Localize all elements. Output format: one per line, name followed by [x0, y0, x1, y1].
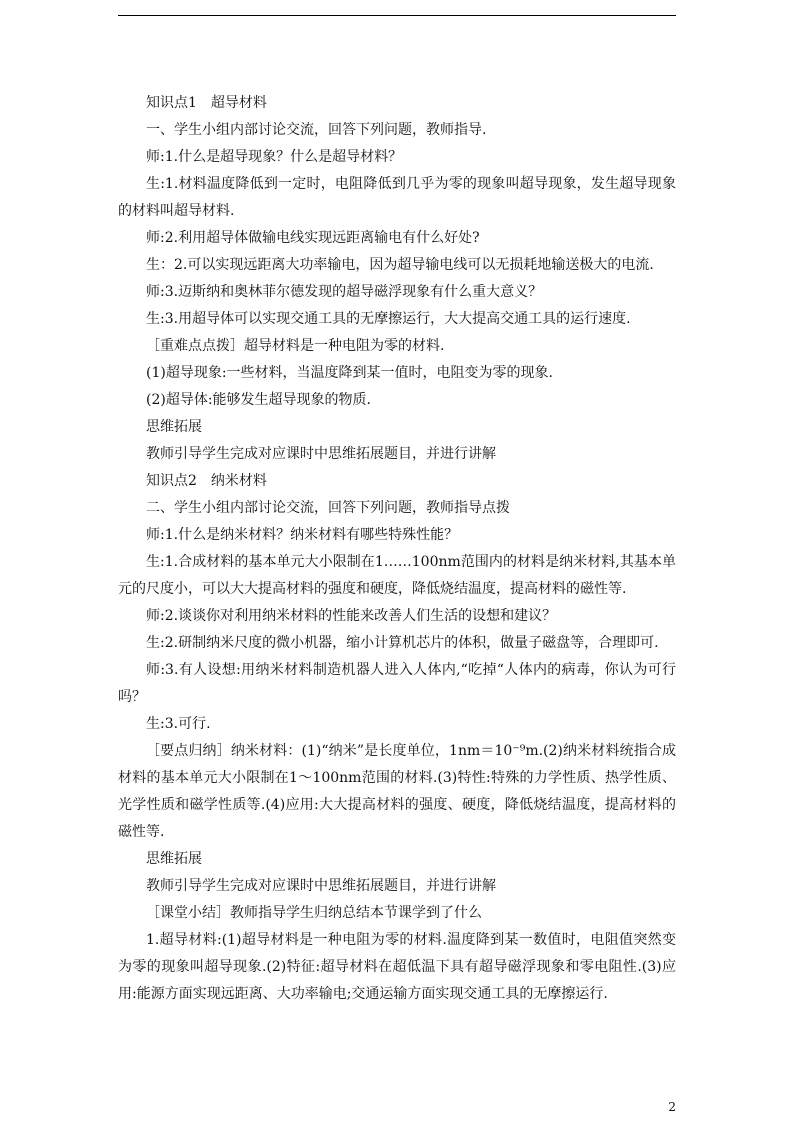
paragraph: 师:2.利用超导体做输电线实现远距离输电有什么好处? — [146, 230, 480, 246]
paragraph: 生:1.合成材料的基本单元大小限制在1……100nm范围内的材料是纳米材料,其基本单元的尺度小，可以大大提高材料的强度和硬度，降低烧结温度，提高材料的磁性等. — [118, 554, 676, 597]
section-heading: 思维拓展 — [146, 851, 202, 867]
paragraph: 生:1.材料温度降低到一定时，电阻降低到几乎为零的现象叫超导现象，发生超导现象的材料叫超导材料. — [118, 176, 676, 219]
paragraph: 师:2.谈谈你对利用纳米材料的性能来改善人们生活的设想和建议？ — [146, 608, 557, 624]
paragraph: (1)超导现象:一些材料，当温度降到某一值时，电阻变为零的现象. — [146, 365, 553, 381]
paragraph: 教师引导学生完成对应课时中思维拓展题目，并进行讲解 — [146, 446, 496, 462]
paragraph: 一、学生小组内部讨论交流，回答下列问题，教师指导. — [146, 122, 487, 138]
paragraph: ［要点归纳］纳米材料：(1)“纳米”是长度单位，1nm＝10⁻⁹m.(2)纳米材料统指合成材料的基本单元大小限制在1～100nm范围的材料.(3)特性:特殊的力学性质、热学性质、光学性质和磁学性质等.(4)应用:大大提高材料的强度、硬度，降低烧结温度，提高材料的磁性等. — [118, 743, 676, 840]
paragraph: 师:3.有人设想:用纳米材料制造机器人进入人体内,“吃掉“人体内的病毒，你认为可行吗？ — [118, 662, 676, 705]
paragraph: ［课堂小结］教师指导学生归纳总结本节课学到了什么 — [146, 905, 482, 921]
paragraph: 1.超导材料:(1)超导材料是一种电阻为零的材料.温度降到某一数值时，电阻值突然变为零的现象叫超导现象.(2)特征:超导材料在超低温下具有超导磁浮现象和零电阻性.(3)应用:能源方面实现远距离、大功率输电;交通运输方面实现交通工具的无摩擦运行. — [118, 932, 676, 1002]
section-heading: 思维拓展 — [146, 419, 202, 435]
paragraph: 知识点1 超导材料 — [146, 95, 267, 111]
paragraph: 生：2.可以实现远距离大功率输电，因为超导输电线可以无损耗地输送极大的电流. — [146, 257, 654, 273]
page-number: 2 — [668, 1100, 676, 1114]
paragraph: 生:3.可行. — [146, 716, 211, 732]
header-rule — [118, 15, 676, 16]
paragraph: ［重难点点拨］超导材料是一种电阻为零的材料. — [146, 338, 445, 354]
document-body — [118, 90, 676, 1008]
paragraph: 生:2.研制纳米尺度的微小机器，缩小计算机芯片的体积，做量子磁盘等，合理即可. — [146, 635, 659, 651]
paragraph: 师:1.什么是超导现象？什么是超导材料？ — [146, 149, 403, 165]
paragraph: (2)超导体:能够发生超导现象的物质. — [146, 392, 371, 408]
paragraph: 生:3.用超导体可以实现交通工具的无摩擦运行，大大提高交通工具的运行速度. — [146, 311, 631, 327]
paragraph: 师:3.迈斯纳和奥林菲尔德发现的超导磁浮现象有什么重大意义？ — [146, 284, 543, 300]
section-heading: 知识点2 纳米材料 — [146, 473, 267, 489]
paragraph: 师:1.什么是纳米材料？纳米材料有哪些特殊性能？ — [146, 527, 459, 543]
paragraph: 教师引导学生完成对应课时中思维拓展题目，并进行讲解 — [146, 878, 496, 894]
paragraph: 二、学生小组内部讨论交流，回答下列问题，教师指导点拨 — [146, 500, 510, 516]
